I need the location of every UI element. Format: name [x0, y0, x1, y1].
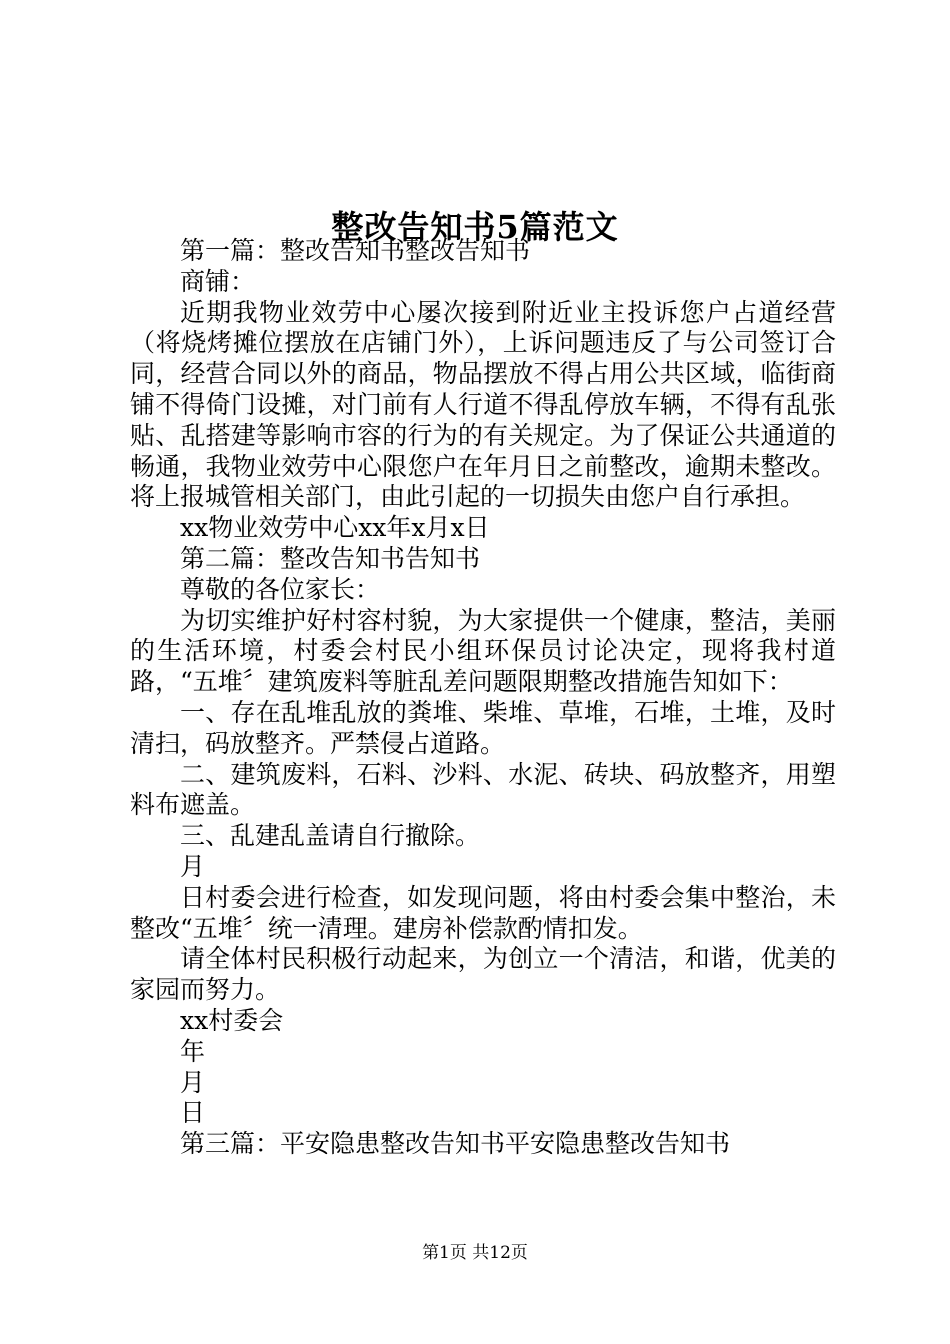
call-to-action-paragraph: 请全体村民积极行动起来，为创立一个清洁，和谐，优美的家园而努力。	[130, 944, 836, 1005]
signature-day: 日	[180, 1098, 206, 1128]
measure-item-2: 二、建筑废料，石料、沙料、水泥、砖块、码放整齐，用塑料布遮盖。	[130, 759, 836, 820]
inspection-paragraph: 日村委会进行检查，如发现问题，将由村委会集中整治，未整改“五堆〞统一清理。建房补偿款酌情扣发。	[130, 882, 836, 943]
section-three-heading: 第三篇：平安隐患整改告知书平安隐患整改告知书	[180, 1129, 731, 1159]
date-month-line: 月	[180, 851, 206, 881]
signature-month: 月	[180, 1067, 206, 1097]
document-body	[130, 236, 836, 1160]
signature-property-center: xx物业效劳中心xx年x月x日	[180, 513, 490, 543]
measure-item-1: 一、存在乱堆乱放的粪堆、柴堆、草堆，石堆，土堆，及时清扫，码放整齐。严禁侵占道路。	[130, 697, 836, 758]
salutation-parents: 尊敬的各位家长：	[180, 574, 381, 604]
section-two-heading: 第二篇：整改告知书告知书	[180, 543, 481, 573]
document-title: 整改告知书5篇范文	[331, 208, 619, 247]
signature-village-committee: xx村委会	[180, 1005, 284, 1035]
section-one-heading: 第一篇：整改告知书整改告知书	[180, 236, 531, 265]
measure-item-3: 三、乱建乱盖请自行撤除。	[180, 821, 481, 851]
notice-paragraph-1: 近期我物业效劳中心屡次接到附近业主投诉您户占道经营（将烧烤摊位摆放在店铺门外），上诉问题违反了与公司签订合同，经营合同以外的商品，物品摆放不得占用公共区域，临街商铺不得倚门设摊，对门前有人行道不得乱停放车辆，不得有乱张贴、乱搭建等影响市容的行为的有关规定。为了保证公共通道的畅通，我物业效劳中心限您户在年月日之前整改，逾期未整改。将上报城管相关部门，由此引起的一切损失由您户自行承担。	[130, 297, 836, 512]
page-footer: 第1页 共12页	[422, 1243, 528, 1263]
signature-year: 年	[180, 1036, 206, 1066]
salutation-shop: 商铺：	[180, 266, 256, 296]
notice-paragraph-2: 为切实维护好村容村貌，为大家提供一个健康，整洁，美丽的生活环境，村委会村民小组环保员讨论决定，现将我村道路，“五堆〞建筑废料等脏乱差问题限期整改措施告知如下：	[130, 605, 836, 697]
